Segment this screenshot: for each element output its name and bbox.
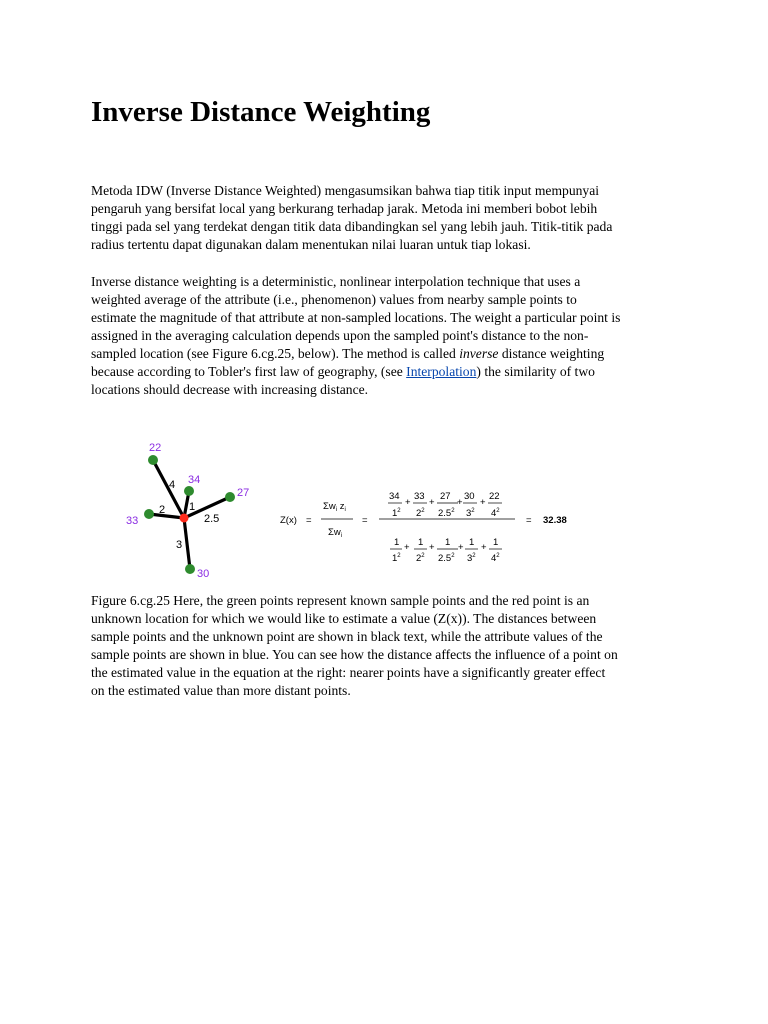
term-num: 1: [418, 537, 424, 548]
plus-sign: +: [429, 497, 435, 508]
plus-sign: +: [457, 497, 463, 508]
value-label: 34: [188, 474, 201, 486]
idw-equation: [280, 491, 567, 564]
plus-sign: +: [458, 542, 464, 553]
plus-sign: +: [480, 497, 486, 508]
denominator-term: [489, 537, 502, 564]
term-den: $4^2$: [491, 553, 500, 564]
sum-numerator: $\Sigma w_i$ $z_i$: [323, 501, 346, 513]
numerator-term: [388, 491, 402, 519]
denominator-terms: [390, 537, 502, 564]
text-line: sample points are shown in blue. You can see how the distance affects the influence of a point on: [91, 647, 618, 662]
term-num: 30: [464, 491, 475, 502]
term-den: $2^2$: [416, 553, 425, 564]
text-line: pengaruh yang bersifat local yang berkurang terhadap jarak. Metoda ini memberi bobot lebih: [91, 201, 598, 216]
text-line: radius tertentu dapat digunakan dalam menentukan nilai luaran untuk tiap lokasi.: [91, 237, 531, 252]
term-num: 27: [440, 491, 451, 502]
distance-label: 3: [176, 539, 183, 551]
term-num: 1: [493, 537, 499, 548]
text-segment: sampled location (see Figure 6.cg.25, below). The method is called: [91, 346, 460, 361]
term-num: 33: [414, 491, 425, 502]
emphasis-inverse: inverse: [459, 346, 499, 361]
sum-denominator: $\Sigma w_i$: [328, 527, 343, 539]
term-den: $3^2$: [467, 553, 476, 564]
text-line: on the estimated value than more distant points.: [91, 683, 351, 698]
term-num: 34: [389, 491, 400, 502]
distance-label: 2: [159, 504, 166, 516]
text-line: assigned in the averaging calculation depends upon the sampled point's distance to the non-: [91, 328, 589, 343]
equals-sign: =: [526, 515, 532, 526]
term-num: 1: [445, 537, 451, 548]
plus-sign: +: [405, 497, 411, 508]
text-line: the estimated value in the equation at the right: nearer points have a significantly greater effect: [91, 665, 606, 680]
value-label: 27: [237, 487, 250, 499]
text-line: tinggi pada sel yang terdekat dengan titik data dibandingkan sel yang lebih jauh. Titik-titik pada: [91, 219, 613, 234]
denominator-term: [465, 537, 478, 564]
value-label: 33: [126, 515, 139, 527]
denominator-term: [437, 537, 458, 564]
term-num: 22: [489, 491, 500, 502]
text-line: sample points and the unknown point are shown in black text, while the attribute values of the: [91, 629, 603, 644]
page-title: Inverse Distance Weighting: [91, 96, 431, 128]
sample-point-34: [184, 486, 194, 496]
distance-label: 2.5: [204, 513, 220, 525]
value-label: 30: [197, 568, 210, 580]
text-line: locations should decrease with increasing distance.: [91, 382, 369, 397]
interpolation-link[interactable]: Interpolation: [406, 364, 477, 379]
term-den: $2^2$: [416, 508, 425, 519]
distance-label: 4: [169, 479, 176, 491]
line-to-33: [149, 514, 184, 518]
value-label: 22: [149, 442, 162, 454]
plus-sign: +: [429, 542, 435, 553]
equals-sign: =: [306, 515, 312, 526]
numerator-term: [463, 491, 477, 519]
sample-point-22: [148, 455, 158, 465]
term-den: $3^2$: [466, 508, 475, 519]
numerator-terms: [388, 491, 502, 519]
term-den: $1^2$: [392, 508, 401, 519]
plus-sign: +: [404, 542, 410, 553]
text-line: Inverse distance weighting is a deterministic, nonlinear interpolation technique that uses a: [91, 274, 581, 289]
sample-point-33: [144, 509, 154, 519]
numerator-term: [437, 491, 458, 519]
numerator-term: [488, 491, 502, 519]
denominator-term: [390, 537, 402, 564]
term-num: 1: [469, 537, 475, 548]
text-segment: because according to Tobler's first law of geography, (see: [91, 364, 407, 379]
text-segment: ) the similarity of two: [476, 364, 595, 379]
term-num: 1: [394, 537, 400, 548]
term-den: $2.5^2$: [438, 508, 455, 519]
term-den: $2.5^2$: [438, 553, 455, 564]
distance-label: 1: [189, 501, 196, 513]
denominator-term: [414, 537, 427, 564]
text-line: estimate the magnitude of that attribute at non-sampled locations. The weight a particular point is: [91, 310, 621, 325]
numerator-term: [413, 491, 427, 519]
equals-sign: =: [362, 515, 368, 526]
equation-lhs: Z(x): [280, 515, 297, 526]
plus-sign: +: [481, 542, 487, 553]
text-line: weighted average of the attribute (i.e., phenomenon) values from nearby sample points to: [91, 292, 577, 307]
figure-caption: [91, 592, 683, 700]
equation-result: 32.38: [543, 515, 567, 526]
term-den: $4^2$: [491, 508, 500, 519]
sample-point-27: [225, 492, 235, 502]
sample-point-30: [185, 564, 195, 574]
text-line: Figure 6.cg.25 Here, the green points represent known sample points and the red point is an: [91, 593, 590, 608]
text-segment: distance weighting: [498, 346, 605, 361]
line-to-30: [184, 518, 190, 569]
text-line: unknown location for which we would like to estimate a value (Z(x)). The distances between: [91, 611, 597, 626]
unknown-point: [180, 514, 189, 523]
term-den: $1^2$: [392, 553, 401, 564]
text-line: Metoda IDW (Inverse Distance Weighted) mengasumsikan bahwa tiap titik input mempunyai: [91, 183, 600, 198]
